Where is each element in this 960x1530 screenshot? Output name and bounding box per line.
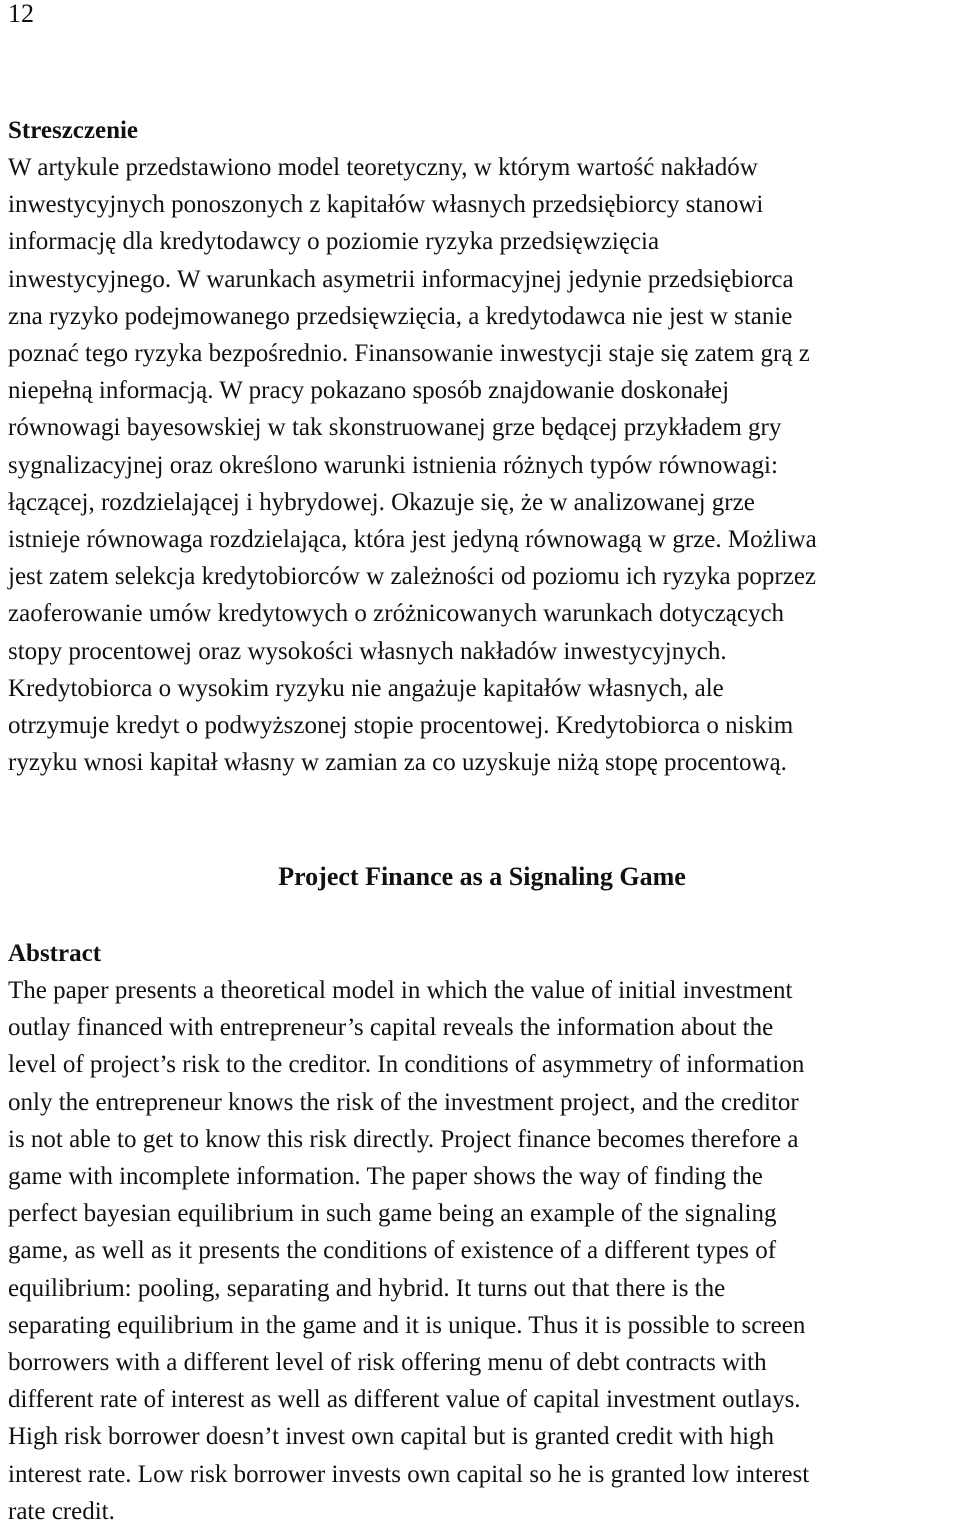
- summary-line: zna ryzyko podejmowanego przedsięwzięcia, a kredytodawca nie jest w stanie: [8, 302, 793, 330]
- summary-line: ryzyku wnosi kapitał własny w zamian za co uzyskuje niżą stopę procentową.: [8, 749, 787, 777]
- abstract-line: perfect bayesian equilibrium in such game being an example of the signaling: [8, 1200, 777, 1228]
- polish-summary-section: [8, 112, 952, 781]
- abstract-line: High risk borrower doesn’t invest own capital but is granted credit with high: [8, 1423, 775, 1451]
- english-abstract-section: [8, 935, 952, 1530]
- abstract-heading: Abstract: [8, 940, 102, 967]
- polish-summary-heading: Streszczenie: [8, 117, 139, 144]
- abstract-text: [8, 972, 952, 1530]
- summary-line: jest zatem selekcja kredytobiorców w zależności od poziomu ich ryzyka poprzez: [8, 563, 817, 591]
- abstract-line: interest rate. Low risk borrower invests own capital so he is granted low interest: [8, 1460, 810, 1488]
- abstract-line: game, as well as it presents the conditions of existence of a different types of: [8, 1237, 777, 1265]
- summary-line: równowagi bayesowskiej w tak skonstruowanej grze będącej przykładem gry: [8, 414, 782, 442]
- summary-line: otrzymuje kredyt o podwyższonej stopie procentowej. Kredytobiorca o niskim: [8, 712, 794, 740]
- english-title: Project Finance as a Signaling Game: [278, 862, 686, 891]
- summary-line: stopy procentowej oraz wysokości własnych nakładów inwestycyjnych.: [8, 637, 727, 665]
- polish-summary-text: [8, 149, 952, 781]
- summary-line: sygnalizacyjnej oraz określono warunki istnienia różnych typów równowagi:: [8, 451, 778, 479]
- summary-line: istnieje równowaga rozdzielająca, która jest jedyną równowagą w grze. Możliwa: [8, 526, 817, 554]
- abstract-line: separating equilibrium in the game and it is unique. Thus it is possible to screen: [8, 1311, 806, 1339]
- summary-line: inwestycyjnych ponoszonych z kapitałów własnych przedsiębiorcy stanowi: [8, 191, 764, 219]
- summary-line: łączącej, rozdzielającej i hybrydowej. Okazuje się, że w analizowanej grze: [8, 488, 755, 516]
- summary-line: niepełną informacją. W pracy pokazano sposób znajdowanie doskonałej: [8, 377, 730, 405]
- abstract-line: only the entrepreneur knows the risk of the investment project, and the creditor: [8, 1088, 799, 1116]
- abstract-line: equilibrium: pooling, separating and hybrid. It turns out that there is the: [8, 1274, 726, 1302]
- summary-line: inwestycyjnego. W warunkach asymetrii informacyjnej jedynie przedsiębiorca: [8, 265, 794, 293]
- summary-line: informację dla kredytodawcy o poziomie ryzyka przedsięwzięcia: [8, 228, 660, 256]
- abstract-line: borrowers with a different level of risk offering menu of debt contracts with: [8, 1349, 767, 1377]
- abstract-line: rate credit.: [8, 1497, 115, 1525]
- abstract-line: is not able to get to know this risk directly. Project finance becomes therefore a: [8, 1125, 799, 1153]
- abstract-line: game with incomplete information. The paper shows the way of finding the: [8, 1163, 763, 1191]
- abstract-line: outlay financed with entrepreneur’s capital reveals the information about the: [8, 1014, 774, 1042]
- page-number: 12: [8, 0, 34, 28]
- summary-line: poznać tego ryzyka bezpośrednio. Finansowanie inwestycji staje się zatem grą z: [8, 340, 810, 368]
- summary-line: Kredytobiorca o wysokim ryzyku nie angażuje kapitałów własnych, ale: [8, 674, 724, 702]
- abstract-line: The paper presents a theoretical model in which the value of initial investment: [8, 977, 793, 1004]
- abstract-line: level of project’s risk to the creditor. In conditions of asymmetry of information: [8, 1051, 805, 1079]
- summary-line: zaoferowanie umów kredytowych o zróżnicowanych warunkach dotyczących: [8, 600, 785, 628]
- summary-line: W artykule przedstawiono model teoretyczny, w którym wartość nakładów: [8, 154, 758, 181]
- abstract-line: different rate of interest as well as different value of capital investment outlays.: [8, 1386, 801, 1414]
